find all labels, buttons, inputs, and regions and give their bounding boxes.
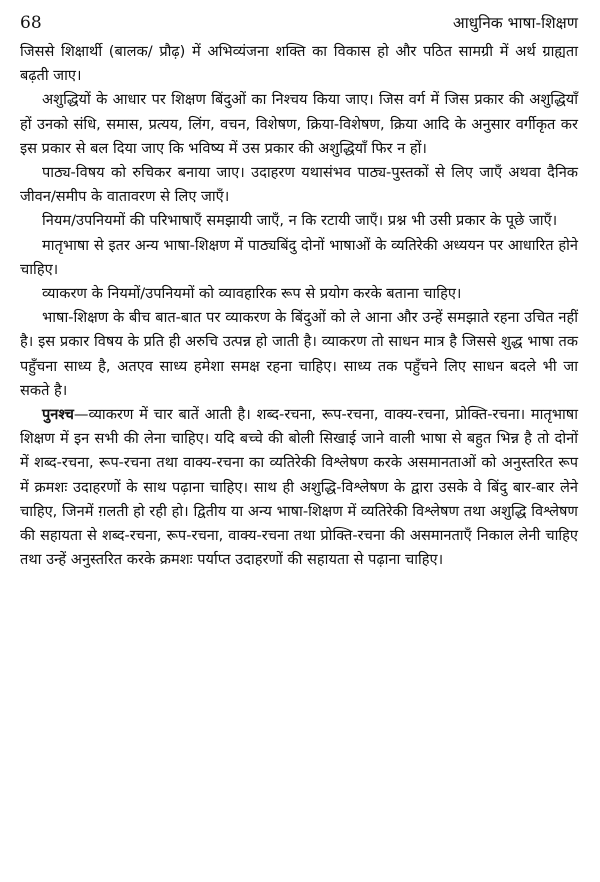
paragraph-interesting-content: पाठ्य-विषय को रुचिकर बनाया जाए। उदाहरण यथासंभव पाठ्य-पुस्तकों से लिए जाएँ अथवा दैनिक जीवन/समीप के वातावरण से लिए जाएँ। <box>20 164 578 206</box>
paragraph-continued: जिससे शिक्षार्थी (बालक/ प्रौढ़) में अभिव्यंजना शक्ति का विकास हो और पठित सामग्री में अर्थ ग्राह्यता बढ़ती जाए। <box>20 43 578 85</box>
paragraph-contrastive-study: मातृभाषा से इतर अन्य भाषा-शिक्षण में पाठ्यबिंदु दोनों भाषाओं के व्यतिरेकी अध्ययन पर आधारित होने चाहिए। <box>20 236 578 278</box>
paragraph-error-based-teaching: अशुद्धियों के आधार पर शिक्षण बिंदुओं का निश्चय किया जाए। जिस वर्ग में जिस प्रकार की अशुद्धियाँ हों उनको संधि, समास, प्रत्यय, लिंग, वचन, विशेषण, क्रिया-विशेषण, क्रिया आदि के अनुसार वर्गीकृत कर इस प्रकार से बल दिया जाए कि भविष्य में उस प्रकार की अशुद्धियाँ फिर न हों। <box>20 91 578 157</box>
page-number: 68 <box>20 13 42 33</box>
postscript-text: —व्याकरण में चार बातें आती है। शब्द-रचना, रूप-रचना, वाक्य-रचना, प्रोक्ति-रचना। मातृभाषा शिक्षण में इन सभी की लेना चाहिए। यदि बच्चे की बोली सिखाई जाने वाली भाषा से बहुत भिन्न है तो दोनों में शब्द-रचना, रूप-रचना तथा वाक्य-रचना का व्यतिरेकी विश्लेषण करके असमानताओं को अनुस्तरित रूप में क्रमशः उदाहरणों के साथ पढ़ाना चाहिए। साथ ही अशुद्धि-विश्लेषण के द्वारा उसके वे बिंदु बार-बार लेने चाहिए, जिनमें ग़लती हो रही हो। द्वितीय या अन्य भाषा-शिक्षण में व्यतिरेकी विश्लेषण तथा अशुद्धि विश्लेषण की सहायता से शब्द-रचना, रूप-रचना, वाक्य-रचना तथा प्रोक्ति-रचना की असमानताएँ निकाल लेनी चाहिए तथा उन्हें अनुस्तरित करके क्रमशः पर्याप्त उदाहरणों की सहायता से पढ़ाना चाहिए। <box>20 406 578 569</box>
paragraph-postscript <box>20 403 578 572</box>
paragraph-rule-definitions: नियम/उपनियमों की परिभाषाएँ समझायी जाएँ, न कि रटायी जाएँ। प्रश्न भी उसी प्रकार के पूछे जाएँ। <box>42 212 558 230</box>
paragraph-practical-rules: व्याकरण के नियमों/उपनियमों को व्यावहारिक रूप से प्रयोग करके बताना चाहिए। <box>42 285 462 303</box>
book-title: आधुनिक भाषा-शिक्षण <box>452 14 578 32</box>
running-header <box>20 12 578 34</box>
postscript-lead: पुनश्च <box>42 406 74 424</box>
body-text <box>20 40 578 572</box>
paragraph-grammar-as-means: भाषा-शिक्षण के बीच बात-बात पर व्याकरण के बिंदुओं को ले आना और उन्हें समझाते रहना उचित नहीं है। इस प्रकार विषय के प्रति ही अरुचि उत्पन्न हो जाती है। व्याकरण तो साधन मात्र है जिससे शुद्ध भाषा तक पहुँचना साध्य है, अतएव साध्य हमेशा समक्ष रहना चाहिए। साध्य तक पहुँचने लिए साधन बदले भी जा सकते है। <box>20 309 578 399</box>
